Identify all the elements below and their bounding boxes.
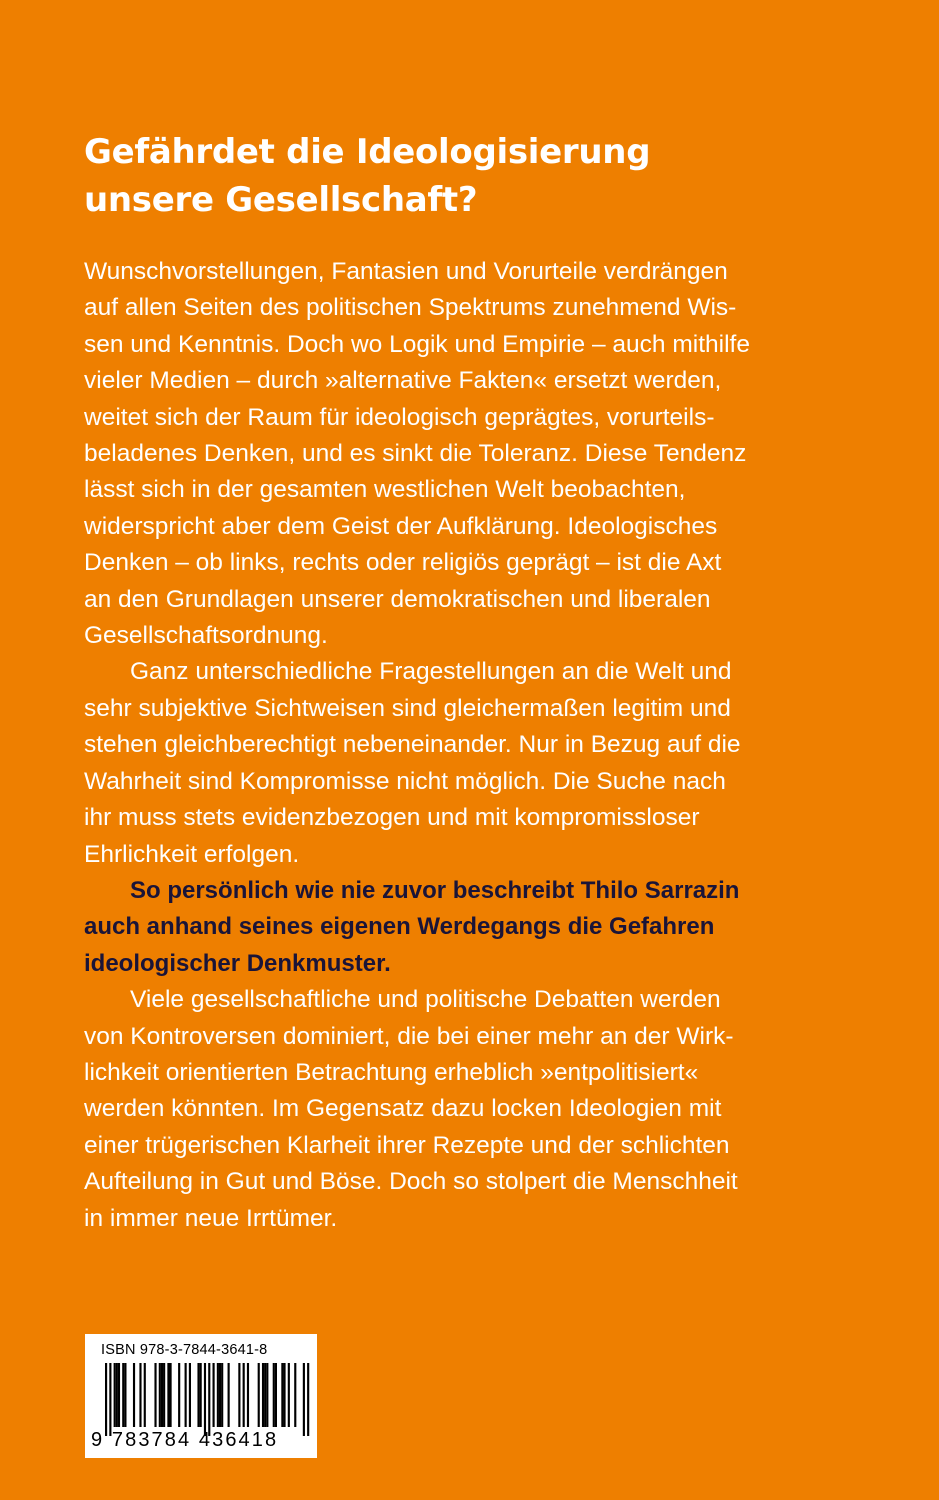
barcode-bar (283, 1363, 285, 1427)
barcode-bar (303, 1363, 305, 1436)
barcode-bar (243, 1363, 245, 1427)
text-line: Aufteilung in Gut und Böse. Doch so stolpert die Menschheit (84, 1168, 738, 1196)
text-line: von Kontroversen dominiert, die bei einer mehr an der Wirk- (84, 1022, 734, 1050)
text-line: stehen gleichberechtigt nebeneinander. Nur in Bezug auf die (84, 731, 741, 759)
barcode-bar (197, 1363, 199, 1427)
barcode-bar (116, 1363, 118, 1427)
text-line: Wunschvorstellungen, Fantasien und Vorurteile verdrängen (84, 258, 728, 285)
barcode-bar (170, 1363, 172, 1427)
text-line: Denken – ob links, rechts oder religiös geprägt – ist die Axt (84, 549, 722, 577)
text-line: an den Grundlagen unserer demokratischen und liberalen (84, 585, 711, 613)
barcode-bar (114, 1363, 116, 1427)
barcode-bar (139, 1363, 141, 1427)
text-line: lichkeit orientierten Betrachtung erheblich »entpolitisiert« (84, 1058, 699, 1086)
barcode-bar (228, 1363, 230, 1427)
barcode-bar (247, 1363, 249, 1427)
barcode-bar (144, 1363, 146, 1427)
barcode-bar (273, 1363, 275, 1427)
blurb-paragraph-1 (84, 254, 874, 654)
barcode-bar (262, 1363, 264, 1427)
barcode-bar (219, 1363, 221, 1427)
text-line: lässt sich in der gesamten westlichen Welt beobachten, (84, 476, 686, 504)
text-line: sen und Kenntnis. Doch wo Logik und Empirie – auch mithilfe (84, 330, 750, 358)
text-line: So persönlich wie nie zuvor beschreibt Thilo Sarrazin (130, 876, 740, 904)
text-line: ihr muss stets evidenzbezogen und mit kompromissloser (84, 804, 700, 832)
headline-line: unsere Gesellschaft? (84, 180, 478, 220)
barcode-bar (258, 1363, 260, 1427)
barcode-bar (266, 1363, 268, 1427)
text-line: Ehrlichkeit erfolgen. (84, 840, 300, 868)
barcode-bar (238, 1363, 240, 1427)
text-line: einer trügerischen Klarheit ihrer Rezepte und der schlichten (84, 1131, 730, 1159)
text-line: ideologischer Denkmuster. (84, 949, 391, 977)
barcode-bar (122, 1363, 124, 1427)
barcode-bar (288, 1363, 290, 1427)
barcode-bar (281, 1363, 283, 1427)
text-line: werden könnten. Im Gegensatz dazu locken Ideologien mit (84, 1095, 722, 1123)
barcode-bar (213, 1363, 215, 1427)
text-line: beladenes Denken, und es sinkt die Toleranz. Diese Tendenz (84, 440, 747, 468)
text-line: auch anhand seines eigenen Werdegangs die Gefahren (84, 913, 715, 941)
barcode-bar (161, 1363, 163, 1427)
text-line: Wahrheit sind Kompromisse nicht möglich. Die Suche nach (84, 767, 726, 795)
barcode-bar (133, 1363, 135, 1427)
barcode-bar (208, 1363, 210, 1436)
barcode-bar (163, 1363, 165, 1427)
barcode-bar (178, 1363, 180, 1427)
text-line: Gesellschaftsordnung. (84, 622, 328, 650)
barcode-bar (221, 1363, 223, 1427)
barcode-bar (200, 1363, 202, 1427)
isbn-barcode-box (85, 1334, 317, 1458)
barcode-digits: 9 783784 436418 (91, 1429, 279, 1451)
blurb-paragraph-2 (84, 654, 874, 872)
barcode-bar (124, 1363, 126, 1427)
barcode-bar (185, 1363, 187, 1427)
text-line: in immer neue Irrtümer. (84, 1204, 338, 1232)
isbn-label: ISBN 978-3-7844-3641-8 (101, 1342, 268, 1358)
headline (84, 128, 864, 224)
blurb-paragraph-highlight (84, 873, 874, 982)
barcode-bar (159, 1363, 161, 1427)
text-line: Viele gesellschaftliche und politische Debatten werden (130, 986, 721, 1014)
barcode-bar (275, 1363, 277, 1427)
barcode-bar (105, 1363, 107, 1436)
barcode-bar (264, 1363, 266, 1427)
barcode-bar (118, 1363, 120, 1427)
barcode-bar (217, 1363, 219, 1427)
barcode-bar (189, 1363, 191, 1427)
barcode-bar (204, 1363, 206, 1436)
barcode-bar (307, 1363, 309, 1436)
text-line: widerspricht aber dem Geist der Aufklärung. Ideologisches (84, 512, 718, 540)
barcode-bar (154, 1363, 156, 1427)
blurb-paragraph-4 (84, 982, 874, 1237)
barcode-bar (109, 1363, 111, 1436)
text-line: sehr subjektive Sichtweisen sind gleichermaßen legitim und (84, 694, 731, 722)
text-line: Ganz unterschiedliche Fragestellungen an die Welt und (130, 658, 732, 686)
barcode-bar (294, 1363, 296, 1427)
headline-line: Gefährdet die Ideologisierung (84, 132, 651, 172)
text-line: vieler Medien – durch »alternative Fakten« ersetzt werden, (84, 367, 722, 395)
barcode-bar (167, 1363, 169, 1427)
blurb-text (84, 254, 874, 1237)
text-line: auf allen Seiten des politischen Spektrums zunehmend Wis- (84, 294, 737, 322)
text-line: weitet sich der Raum für ideologisch geprägtes, vorurteils- (84, 403, 715, 431)
